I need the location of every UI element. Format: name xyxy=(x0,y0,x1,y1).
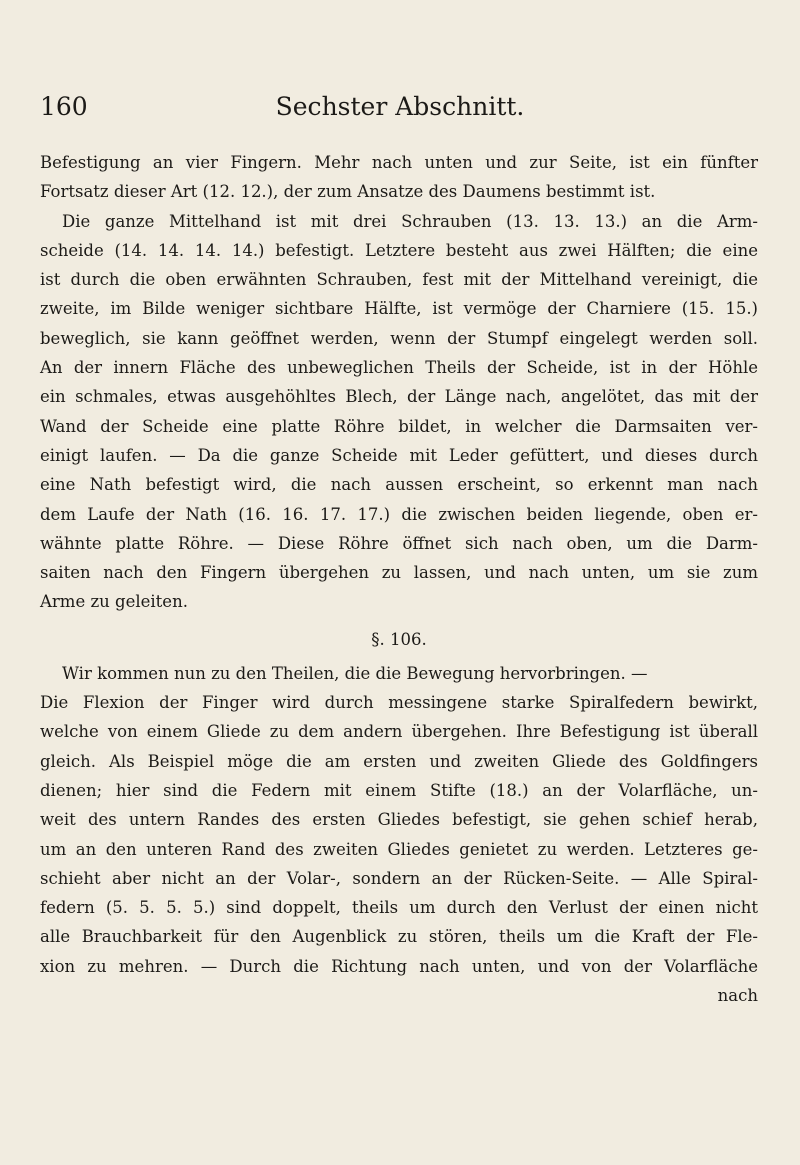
paragraph-3 xyxy=(40,659,758,981)
text-line: An der innern Fläche des unbeweglichen Theils der Scheide, ist in der Höhle xyxy=(40,358,758,378)
text-line: gleich. Als Beispiel möge die am ersten und zweiten Gliede des Goldfingers xyxy=(40,751,758,771)
paragraph-1 xyxy=(40,148,758,207)
text-line: dienen; hier sind die Federn mit einem Stifte (18.) an der Volarfläche, un- xyxy=(40,780,758,800)
text-line: Arme zu geleiten. xyxy=(40,592,188,612)
text-line: xion zu mehren. — Durch die Richtung nach unten, und von der Volarfläche xyxy=(40,956,758,976)
text-line: Wir kommen nun zu den Theilen, die die Bewegung hervorbringen. — xyxy=(62,663,648,683)
text-line: weit des untern Randes des ersten Gliedes befestigt, sie gehen schief herab, xyxy=(40,810,758,830)
text-line: beweglich, sie kann geöffnet werden, wenn der Stumpf eingelegt werden soll. xyxy=(40,328,758,348)
text-line: schieht aber nicht an der Volar-, sondern an der Rücken-Seite. — Alle Spiral- xyxy=(40,868,758,888)
text-line: ein schmales, etwas ausgehöhltes Blech, der Länge nach, angelötet, das mit der xyxy=(40,387,758,407)
paragraph-2 xyxy=(40,207,758,617)
text-line: zweite, im Bilde weniger sichtbare Hälfte, ist vermöge der Charniere (15. 15.) xyxy=(40,299,758,319)
text-line: um an den unteren Rand des zweiten Gliedes genietet zu werden. Letzteres ge- xyxy=(40,839,758,859)
section-heading: §. 106. xyxy=(371,629,427,649)
text-line: eine Nath befestigt wird, die nach aussen erscheint, so erkennt man nach xyxy=(40,475,758,495)
text-line: ist durch die oben erwähnten Schrauben, fest mit der Mittelhand vereinigt, die xyxy=(40,270,758,290)
page-number: 160 xyxy=(40,92,88,121)
text-line: alle Brauchbarkeit für den Augenblick zu stören, theils um die Kraft der Fle- xyxy=(40,927,758,947)
text-line: federn (5. 5. 5. 5.) sind doppelt, theils um durch den Verlust der einen nicht xyxy=(40,898,758,918)
text-line: Wand der Scheide eine platte Röhre bildet, in welcher die Darmsaiten ver- xyxy=(40,416,758,436)
text-line: saiten nach den Fingern übergehen zu lassen, und nach unten, um sie zum xyxy=(40,563,758,583)
page-header xyxy=(40,92,760,128)
text-line: einigt laufen. — Da die ganze Scheide mit Leder gefüttert, und dieses durch xyxy=(40,445,758,465)
text-line: Befestigung an vier Fingern. Mehr nach unten und zur Seite, ist ein fünfter xyxy=(40,153,758,172)
text-line: dem Laufe der Nath (16. 16. 17. 17.) die zwischen beiden liegende, oben er- xyxy=(40,504,758,524)
catchword: nach xyxy=(717,986,758,1006)
text-line: wähnte platte Röhre. — Diese Röhre öffnet sich nach oben, um die Darm- xyxy=(40,533,758,553)
text-line: welche von einem Gliede zu dem andern übergehen. Ihre Befestigung ist überall xyxy=(40,722,758,742)
body-text xyxy=(40,148,758,1010)
text-line: scheide (14. 14. 14. 14.) befestigt. Letztere besteht aus zwei Hälften; die eine xyxy=(40,240,758,260)
text-line: Fortsatz dieser Art (12. 12.), der zum Ansatze des Daumens bestimmt ist. xyxy=(40,182,656,202)
running-head: Sechster Abschnitt. xyxy=(275,92,525,121)
text-line: Die Flexion der Finger wird durch messingene starke Spiralfedern bewirkt, xyxy=(40,693,758,713)
text-line: Die ganze Mittelhand ist mit drei Schrauben (13. 13. 13.) an die Arm- xyxy=(62,211,758,231)
